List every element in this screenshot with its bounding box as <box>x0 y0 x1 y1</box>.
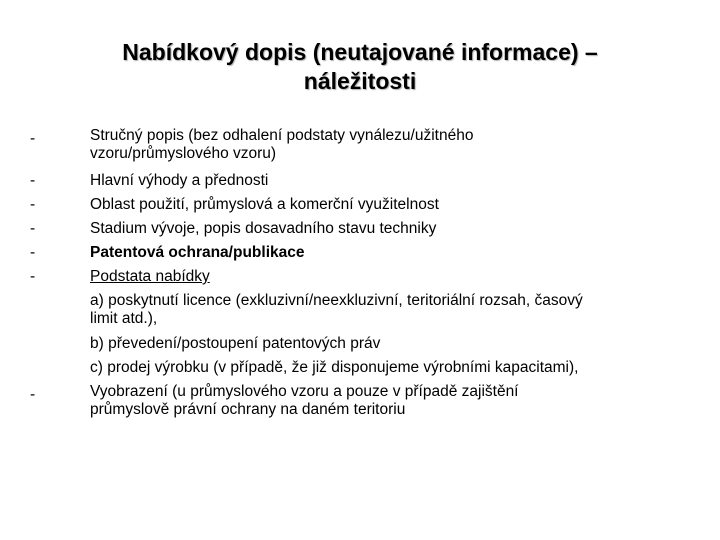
slide-title-line-2: náležitosti <box>303 68 417 94</box>
list-item-text: Hlavní výhody a přednosti <box>90 172 269 189</box>
bullet-list <box>30 127 690 419</box>
bullet-dash: - <box>30 172 36 189</box>
sub-item-text: b) převedení/postoupení patentových práv <box>90 335 381 352</box>
sub-item-text: c) prodej výrobku (v případě, že již disponujeme výrobními kapacitami), <box>90 359 579 376</box>
list-item <box>30 127 690 163</box>
bullet-dash: - <box>30 130 36 147</box>
list-item-text: vzoru/průmyslového vzoru) <box>90 145 277 162</box>
list-item-text: Stručný popis (bez odhalení podstaty vynálezu/užitného <box>90 127 474 144</box>
sub-item-text: a) poskytnutí licence (exkluzivní/neexkluzivní, teritoriální rozsah, časový <box>90 292 583 309</box>
list-item <box>30 383 690 419</box>
bullet-dash: - <box>30 268 36 285</box>
list-item <box>30 217 690 241</box>
slide-title-line-1: Nabídkový dopis (neutajované informace) – <box>122 39 598 65</box>
list-item-text: průmyslově právní ochrany na daném teritoriu <box>90 401 406 418</box>
list-item <box>30 169 690 193</box>
sub-item-text: limit atd.), <box>90 310 158 327</box>
list-item-text: Podstata nabídky <box>90 268 210 285</box>
bullet-dash: - <box>30 220 36 237</box>
bullet-dash: - <box>30 244 36 261</box>
bullet-dash: - <box>30 196 36 213</box>
list-item-text: Oblast použití, průmyslová a komerční využitelnost <box>90 196 439 213</box>
list-item-text: Patentová ochrana/publikace <box>90 244 305 261</box>
bullet-dash: - <box>30 386 36 403</box>
list-item-text: Stadium vývoje, popis dosavadního stavu techniky <box>90 220 437 237</box>
list-item <box>30 265 690 380</box>
list-item <box>30 193 690 217</box>
list-item-text: Vyobrazení (u průmyslového vzoru a pouze v případě zajištění <box>90 383 519 400</box>
slide-title <box>40 38 680 96</box>
list-item <box>30 241 690 265</box>
